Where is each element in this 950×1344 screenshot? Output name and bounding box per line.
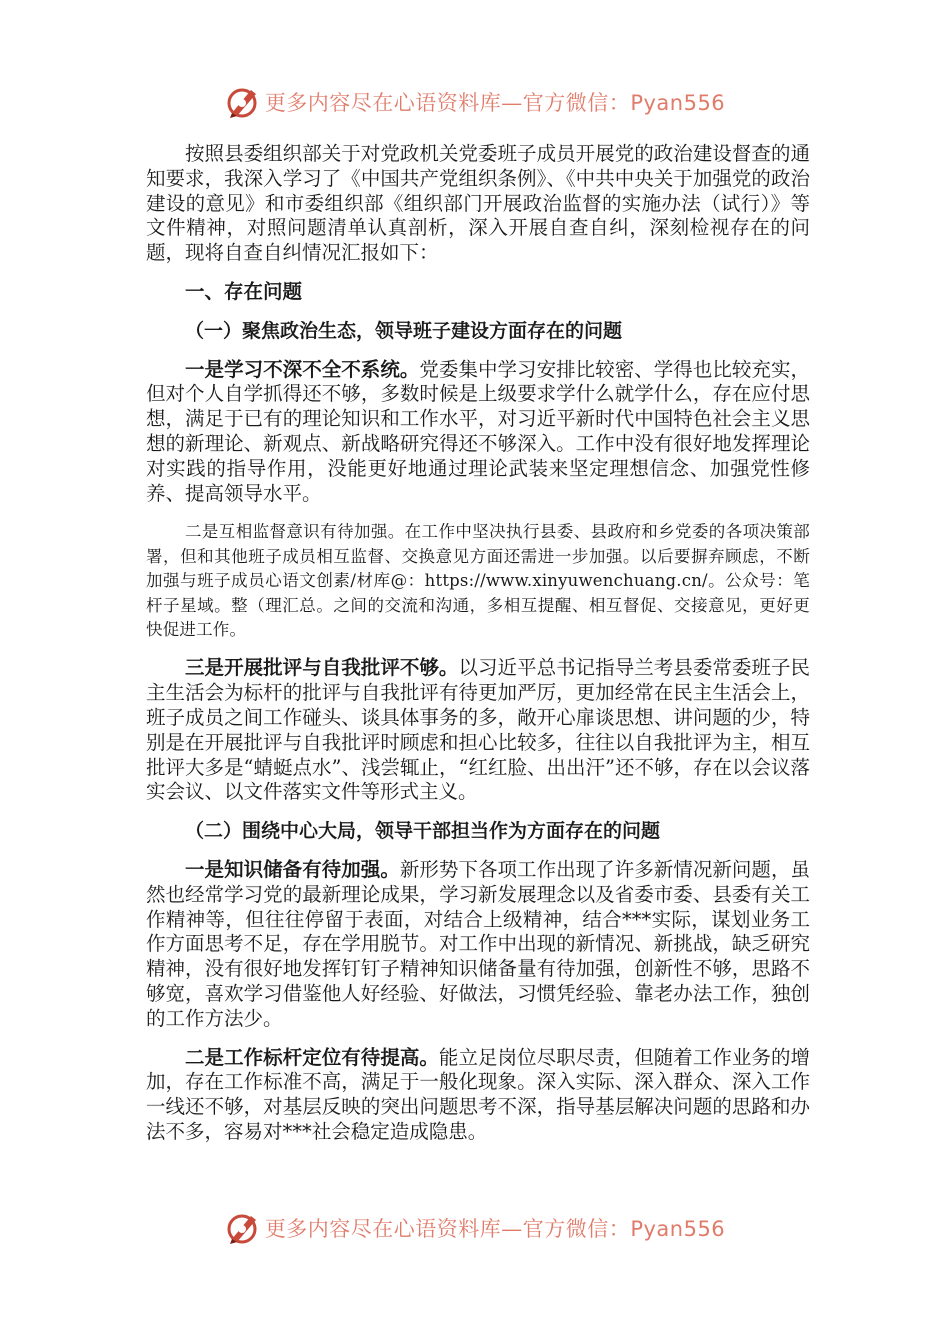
paragraph-supervision: 二是互相监督意识有待加强。在工作中坚决执行县委、县政府和乡党委的各项决策部署，但和其他班子成员相互监督、交换意见方面还需进一步加强。以后要摒弃顾虑，不断加强与班子成员心语文创素/材库@：https://www.xinyuwenchuang.cn/。公众号：笔杆子星域。整（理汇总。之间的交流和沟通，多相互提醒、相互督促、交接意见，更好更快促进工作。 [146,522,810,639]
document-body [146,142,810,1145]
paragraph-lead: 一是学习不深不全不系统。 [185,357,420,381]
section-heading-problems: 一、存在问题 [185,279,303,303]
subsection-heading-central-work: （二）围绕中心大局，领导干部担当作为方面存在的问题 [185,820,661,843]
paragraph-lead: 一是知识储备有待加强。 [185,857,400,881]
intro-paragraph: 按照县委组织部关于对党政机关党委班子成员开展党的政治建设督查的通知要求，我深入学习了《中国共产党组织条例》、《中共中央关于加强党的政治建设的意见》和市委组织部《组织部门开展政治监督的实施办法（试行）》等文件精神，对照问题清单认真剖析，深入开展自查自纠，深刻检视存在的问题，现将自查自纠情况汇报如下： [146,142,810,265]
footer-watermark-banner [0,1208,950,1248]
subsection-heading-political-ecology: （一）聚焦政治生态，领导班子建设方面存在的问题 [185,319,623,342]
paragraph-knowledge [146,858,810,1032]
paragraph-lead: 二是工作标杆定位有待提高。 [185,1045,439,1069]
paragraph-study [146,358,810,507]
pen-circle-logo-icon [225,1210,261,1246]
banner-text: 更多内容尽在心语资料库—官方微信：Pyan556 [264,1217,726,1241]
paragraph-body: 新形势下各项工作出现了许多新情况新问题，虽然也经常学习党的最新理论成果，学习新发展理念以及省委市委、县委有关工作精神等，但往往停留于表面，对结合上级精神，结合***实际，谋划业务工作方面思考不足，存在学用脱节。对工作中出现的新情况、新挑战，缺乏研究精神，没有很好地发挥钉钉子精神知识储备量有待加强，创新性不够，思路不够宽，喜欢学习借鉴他人好经验、好做法，习惯凭经验、靠老办法工作，独创的工作方法少。 [146,857,810,1030]
paragraph-body: 以习近平总书记指导兰考县委常委班子民主生活会为标杆的批评与自我批评有待更加严厉，更加经常在民主生活会上，班子成员之间工作碰头、谈具体事务的多，敞开心扉谈思想、讲问题的少，特别是在开展批评与自我批评时顾虑和担心比较多，往往以自我批评为主，相互批评大多是“蜻蜓点水”、浅尝辄止，“红红脸、出出汗”还不够，存在以会议落实会议、以文件落实文件等形式主义。 [146,656,810,804]
header-watermark-banner [0,82,950,122]
paragraph-benchmark [146,1046,810,1145]
banner-text: 更多内容尽在心语资料库—官方微信：Pyan556 [264,91,726,115]
paragraph-criticism [146,656,810,805]
paragraph-body: 能立足岗位尽职尽责，但随着工作业务的增加，存在工作标准不高，满足于一般化现象。深入实际、深入群众、深入工作一线还不够，对基层反映的突出问题思考不深，指导基层解决问题的思路和办法不多，容易对***社会稳定造成隐患。 [146,1045,810,1143]
pen-circle-logo-icon [225,84,261,120]
paragraph-body: 党委集中学习安排比较密、学得也比较充实，但对个人自学抓得还不够，多数时候是上级要求学什么就学什么，存在应付思想，满足于已有的理论知识和工作水平，对习近平新时代中国特色社会主义思想的新理论、新观点、新战略研究得还不够深入。工作中没有很好地发挥理论对实践的指导作用，没能更好地通过理论武装来坚定理想信念、加强党性修养、提高领导水平。 [146,357,810,505]
paragraph-lead: 三是开展批评与自我批评不够。 [185,656,459,680]
